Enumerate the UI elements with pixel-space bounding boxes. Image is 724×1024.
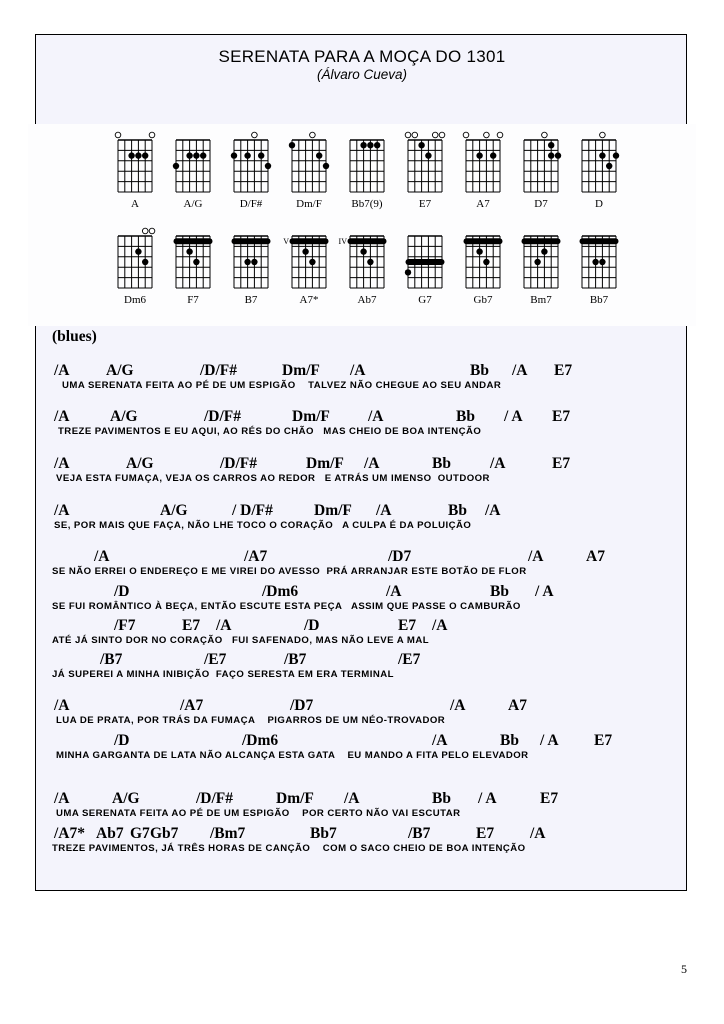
- finger-dot: [289, 142, 295, 148]
- chord-diagram: [522, 236, 561, 306]
- chord-symbol: Dm/F: [306, 455, 344, 472]
- finger-dot: [360, 248, 366, 254]
- chord-symbol: E7: [554, 362, 573, 379]
- chord-symbol: Bb: [490, 583, 509, 600]
- chord-symbol: Bb: [500, 732, 519, 749]
- chord-name: D7: [534, 198, 548, 210]
- chord-symbol: /A: [54, 408, 70, 425]
- open-string-marker: [149, 132, 155, 138]
- chord-symbol: /A: [350, 362, 366, 379]
- finger-dot: [265, 163, 271, 169]
- chord-symbol: Dm/F: [282, 362, 320, 379]
- chord-name: Bm7: [530, 294, 552, 306]
- chord-diagram: [118, 228, 155, 306]
- finger-dot: [548, 152, 554, 158]
- chord-symbol: /D: [304, 617, 320, 634]
- chord-symbol: /D/F#: [200, 362, 238, 379]
- chord-symbol: /A: [54, 362, 70, 379]
- finger-dot: [613, 152, 619, 158]
- chord-symbol: /A: [530, 825, 546, 842]
- chord-symbol: /A: [94, 548, 110, 565]
- chord-symbol: A/G: [112, 790, 140, 807]
- chord-symbol: /E7: [398, 651, 421, 668]
- song-line: [0, 362, 724, 396]
- finger-dot: [592, 259, 598, 265]
- open-string-marker: [115, 132, 121, 138]
- chord-symbol: E7: [552, 455, 571, 472]
- chord-symbol: Ab7: [96, 825, 124, 842]
- chord-symbol: /D/F#: [196, 790, 234, 807]
- song-author: (Álvaro Cueva): [316, 67, 408, 82]
- barre-mark: [464, 238, 503, 244]
- barre-mark: [290, 238, 329, 244]
- chord-symbol: /D7: [290, 697, 314, 714]
- finger-dot: [244, 259, 250, 265]
- lyric-text: VEJA ESTA FUMAÇA, VEJA OS CARROS AO REDOR E ATRÁS UM IMENSO OUTDOOR: [56, 473, 490, 484]
- chord-symbol: / D/F#: [232, 502, 273, 519]
- chord-symbol: E7: [476, 825, 495, 842]
- open-string-marker: [463, 132, 469, 138]
- finger-dot: [412, 259, 418, 265]
- chord-diagram-panel: [28, 124, 696, 326]
- chord-symbol: E7: [540, 790, 559, 807]
- lyric-text: UMA SERENATA FEITA AO PÉ DE UM ESPIGÃO TALVEZ NÃO CHEGUE AO SEU ANDAR: [62, 380, 502, 391]
- chord-symbol: /A: [54, 790, 70, 807]
- chord-symbol: /B7: [284, 651, 307, 668]
- chord-name: A/G: [183, 198, 203, 210]
- song-line: [0, 617, 724, 651]
- song-line: [0, 455, 724, 489]
- chord-name: A7*: [299, 294, 319, 306]
- chord-name: Gb7: [473, 294, 493, 306]
- barre-mark: [580, 238, 619, 244]
- chord-name: Bb7: [589, 294, 609, 306]
- chord-diagram: [174, 236, 213, 306]
- barre-mark: [406, 259, 445, 265]
- open-string-marker: [310, 132, 316, 138]
- open-string-marker: [439, 132, 445, 138]
- chord-symbol: / A: [478, 790, 497, 807]
- chord-diagram: [115, 132, 155, 210]
- chord-symbol: A/G: [160, 502, 188, 519]
- chord-name: Bb7(9): [351, 198, 383, 210]
- song-line: [0, 408, 724, 442]
- lyric-text: ATÉ JÁ SINTO DOR NO CORAÇÃO FUI SAFENADO, MAS NÃO LEVE A MAL: [52, 635, 430, 646]
- chord-diagram: [231, 132, 271, 210]
- open-string-marker: [484, 132, 490, 138]
- open-string-marker: [142, 228, 148, 234]
- lyric-text: SE NÃO ERREI O ENDEREÇO E ME VIREI DO AVESSO PRÁ ARRANJAR ESTE BOTÃO DE FLOR: [52, 566, 527, 577]
- chord-symbol: Dm/F: [292, 408, 330, 425]
- chord-symbol: /D/F#: [220, 455, 258, 472]
- chord-diagram: [405, 236, 445, 306]
- chord-symbol: /A: [432, 617, 448, 634]
- finger-dot: [142, 152, 148, 158]
- chord-symbol: A/G: [106, 362, 134, 379]
- finger-dot: [193, 152, 199, 158]
- song-line: [0, 583, 724, 617]
- chord-diagram: [289, 132, 329, 210]
- lyric-text: SE FUI ROMÂNTICO À BEÇA, ENTÃO ESCUTE ESTA PEÇA ASSIM QUE PASSE O CAMBURÃO: [52, 601, 521, 612]
- chord-symbol: /A: [386, 583, 402, 600]
- finger-dot: [599, 259, 605, 265]
- chord-symbol: /A: [485, 502, 501, 519]
- chord-name: F7: [187, 294, 199, 306]
- chord-name: Dm6: [124, 294, 146, 306]
- chord-symbol: /Dm6: [242, 732, 279, 749]
- chord-symbol: Bb: [432, 455, 451, 472]
- finger-dot: [316, 152, 322, 158]
- chord-symbol: / A: [535, 583, 554, 600]
- chord-symbol: /A7*: [54, 825, 85, 842]
- chord-symbol: A7: [586, 548, 605, 565]
- open-string-marker: [405, 132, 411, 138]
- chord-symbol: /D7: [388, 548, 412, 565]
- open-string-marker: [432, 132, 438, 138]
- finger-dot: [606, 163, 612, 169]
- finger-dot: [142, 259, 148, 265]
- chord-name: Dm/F: [296, 198, 322, 210]
- finger-dot: [200, 152, 206, 158]
- chord-symbol: E7: [594, 732, 613, 749]
- lyric-text: TREZE PAVIMENTOS E EU AQUI, AO RÉS DO CHÃO MAS CHEIO DE BOA INTENÇÃO: [58, 426, 482, 437]
- finger-dot: [231, 152, 237, 158]
- open-string-marker: [412, 132, 418, 138]
- chord-symbol: /A: [368, 408, 384, 425]
- chord-name: G7: [418, 294, 432, 306]
- chord-symbol: E7: [182, 617, 201, 634]
- fret-position-label: V: [283, 237, 289, 247]
- open-string-marker: [497, 132, 503, 138]
- open-string-marker: [149, 228, 155, 234]
- chord-symbol: G7: [130, 825, 150, 842]
- finger-dot: [135, 248, 141, 254]
- song-line: [0, 825, 724, 859]
- lyric-text: SE, POR MAIS QUE FAÇA, NÃO LHE TOCO O CORAÇÃO A CULPA É DA POLUIÇÃO: [54, 520, 472, 531]
- chord-symbol: Bb7: [310, 825, 337, 842]
- barre-mark: [348, 238, 387, 244]
- finger-dot: [476, 152, 482, 158]
- chord-name: A7: [476, 198, 490, 210]
- chord-symbol: /A: [364, 455, 380, 472]
- chord-symbol: A/G: [110, 408, 138, 425]
- song-title: SERENATA PARA A MOÇA DO 1301: [218, 47, 506, 66]
- chord-diagrams: [28, 124, 696, 326]
- finger-dot: [534, 259, 540, 265]
- finger-dot: [541, 248, 547, 254]
- barre-mark: [522, 238, 561, 244]
- lyric-text: LUA DE PRATA, POR TRÁS DA FUMAÇA PIGARROS DE UM NÉO-TROVADOR: [56, 715, 446, 726]
- chord-symbol: E7: [552, 408, 571, 425]
- chord-symbol: /D: [114, 583, 130, 600]
- chord-symbol: A/G: [126, 455, 154, 472]
- chord-symbol: /A: [512, 362, 528, 379]
- finger-dot: [193, 259, 199, 265]
- chord-symbol: /Bm7: [210, 825, 246, 842]
- lyric-text: JÁ SUPEREI A MINHA INIBIÇÃO FAÇO SERESTA EM ERA TERMINAL: [52, 669, 394, 680]
- chord-name: B7: [244, 294, 258, 306]
- finger-dot: [244, 152, 250, 158]
- open-string-marker: [600, 132, 606, 138]
- chord-diagram: [524, 132, 561, 210]
- chord-symbol: /A: [528, 548, 544, 565]
- chord-diagram: [463, 132, 503, 210]
- chord-symbol: /Dm6: [262, 583, 299, 600]
- barre-mark: [232, 238, 271, 244]
- finger-dot: [135, 152, 141, 158]
- chord-symbol: /A: [432, 732, 448, 749]
- chord-symbol: E7: [398, 617, 417, 634]
- chord-diagram: [464, 236, 503, 306]
- chord-symbol: /E7: [204, 651, 227, 668]
- open-string-marker: [542, 132, 548, 138]
- chord-symbol: Bb: [456, 408, 475, 425]
- chord-diagram: [405, 132, 445, 210]
- chord-symbol: / A: [540, 732, 559, 749]
- finger-dot: [128, 152, 134, 158]
- chord-name: Ab7: [357, 294, 377, 306]
- finger-dot: [483, 259, 489, 265]
- chord-diagram: [173, 140, 210, 210]
- open-string-marker: [252, 132, 258, 138]
- chord-symbol: /A7: [244, 548, 268, 565]
- chord-symbol: Bb: [448, 502, 467, 519]
- fret-position-label: IV: [338, 237, 347, 247]
- chord-symbol: Dm/F: [276, 790, 314, 807]
- chord-symbol: /B7: [408, 825, 431, 842]
- finger-dot: [476, 248, 482, 254]
- lyric-text: MINHA GARGANTA DE LATA NÃO ALCANÇA ESTA GATA EU MANDO A FITA PELO ELEVADOR: [56, 750, 529, 761]
- chord-symbol: /F7: [114, 617, 136, 634]
- finger-dot: [186, 248, 192, 254]
- song-line: [0, 697, 724, 731]
- finger-dot: [302, 248, 308, 254]
- finger-dot: [367, 259, 373, 265]
- chord-symbol: Bb: [432, 790, 451, 807]
- chord-name: A: [131, 198, 139, 210]
- chord-name: D: [595, 198, 603, 210]
- chord-symbol: /D: [114, 732, 130, 749]
- chord-symbol: /A: [54, 697, 70, 714]
- chord-symbol: /A: [216, 617, 232, 634]
- finger-dot: [173, 163, 179, 169]
- chord-name: D/F#: [239, 198, 263, 210]
- chord-symbol: /A: [54, 455, 70, 472]
- finger-dot: [258, 152, 264, 158]
- lyric-text: TREZE PAVIMENTOS, JÁ TRÊS HORAS DE CANÇÃO COM O SACO CHEIO DE BOA INTENÇÃO: [52, 843, 526, 854]
- song-line: [0, 502, 724, 536]
- chord-diagram: [580, 236, 619, 306]
- section-label: (blues): [52, 328, 97, 345]
- finger-dot: [405, 269, 411, 275]
- chord-symbol: A7: [508, 697, 527, 714]
- chord-diagram: [232, 236, 271, 306]
- finger-dot: [251, 259, 257, 265]
- chord-symbol: /A: [450, 697, 466, 714]
- finger-dot: [360, 142, 366, 148]
- finger-dot: [418, 142, 424, 148]
- finger-dot: [599, 152, 605, 158]
- song-line: [0, 732, 724, 766]
- finger-dot: [425, 259, 431, 265]
- chord-name: E7: [418, 198, 432, 210]
- finger-dot: [374, 142, 380, 148]
- chord-diagram: [350, 140, 384, 210]
- chord-symbol: Gb7: [150, 825, 179, 842]
- chord-diagram: [339, 236, 387, 306]
- finger-dot: [490, 152, 496, 158]
- chord-symbol: /A: [344, 790, 360, 807]
- chord-diagram: [283, 236, 328, 306]
- finger-dot: [186, 152, 192, 158]
- chord-symbol: /A7: [180, 697, 204, 714]
- chord-symbol: Dm/F: [314, 502, 352, 519]
- finger-dot: [548, 142, 554, 148]
- finger-dot: [367, 142, 373, 148]
- chord-symbol: / A: [504, 408, 523, 425]
- song-line: [0, 651, 724, 685]
- lyric-text: UMA SERENATA FEITA AO PÉ DE UM ESPIGÃO POR CERTO NÃO VAI ESCUTAR: [56, 808, 461, 819]
- chord-symbol: /B7: [100, 651, 123, 668]
- finger-dot: [323, 163, 329, 169]
- page-number: 5: [681, 962, 687, 976]
- finger-dot: [555, 152, 561, 158]
- chord-symbol: /D/F#: [204, 408, 242, 425]
- song-line: [0, 790, 724, 824]
- chord-symbol: /A: [376, 502, 392, 519]
- chord-symbol: /A: [490, 455, 506, 472]
- finger-dot: [425, 152, 431, 158]
- chord-symbol: /A: [54, 502, 70, 519]
- chord-symbol: Bb: [470, 362, 489, 379]
- barre-mark: [174, 238, 213, 244]
- song-line: [0, 548, 724, 582]
- chord-diagram: [582, 132, 619, 210]
- finger-dot: [309, 259, 315, 265]
